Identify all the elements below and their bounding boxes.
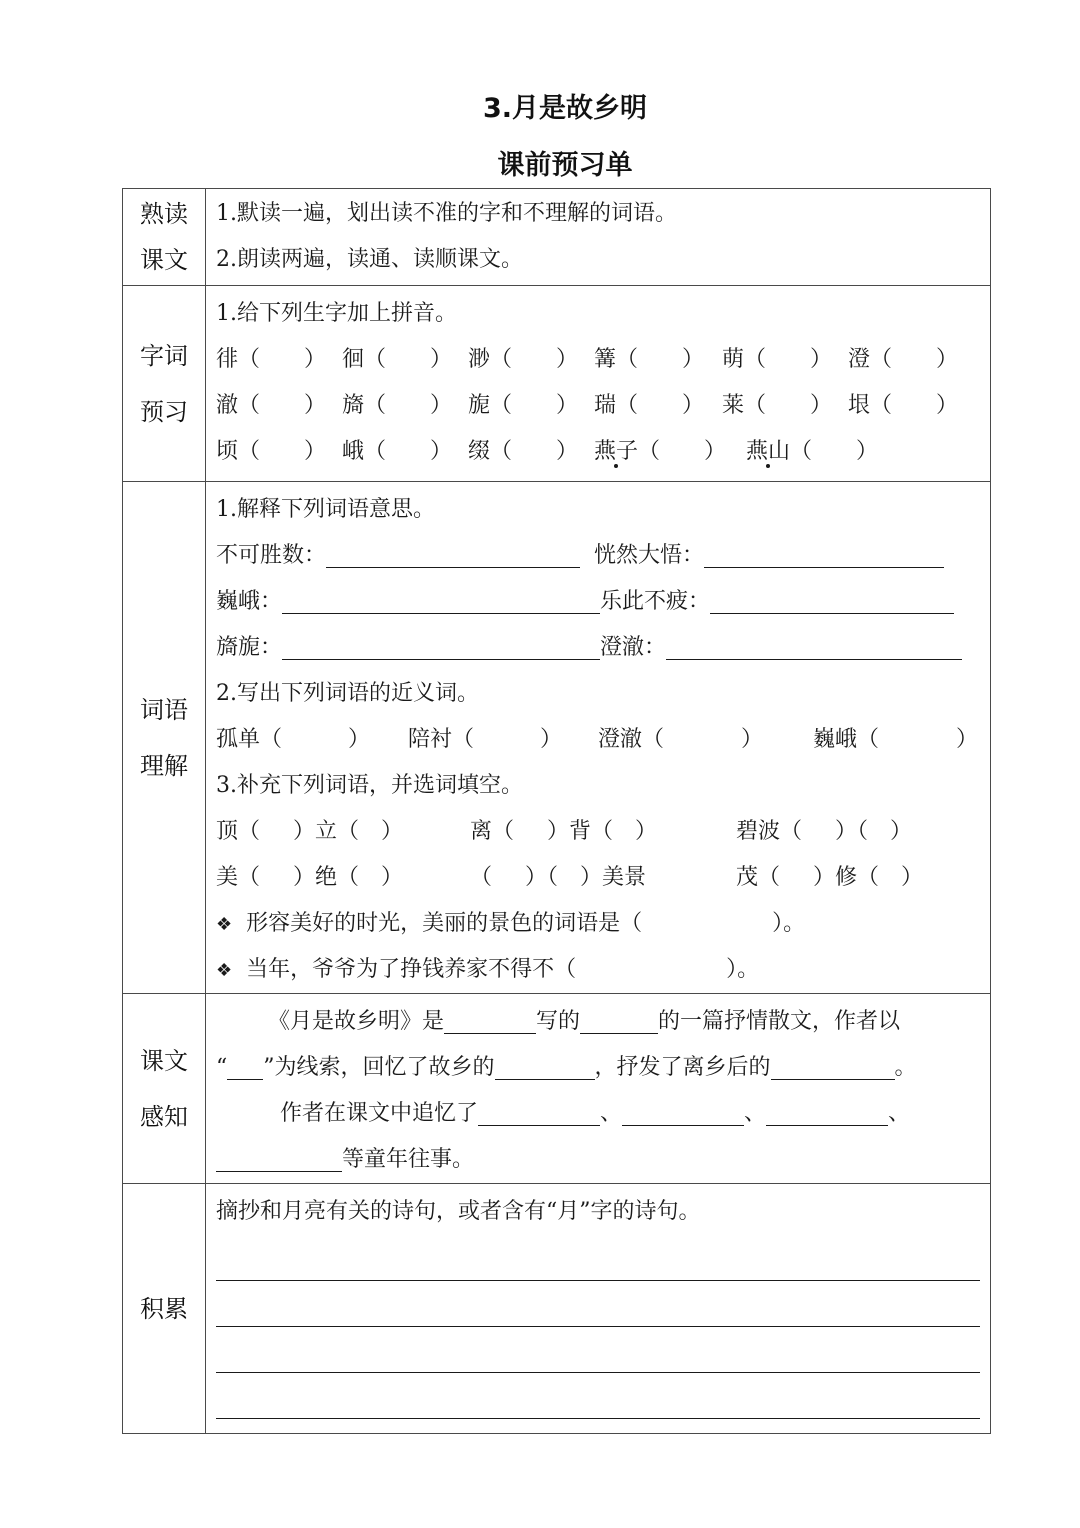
- section-label: [123, 994, 206, 1184]
- instruction-text: 2.写出下列词语的近义词。: [216, 681, 479, 706]
- instruction-text: 1.给下列生字加上拼音。: [216, 301, 457, 326]
- answer-blank[interactable]: [216, 1143, 342, 1172]
- idiom-blank[interactable]: 美（ ）绝（ ）: [216, 865, 404, 890]
- synonym-item[interactable]: 陪衬（ ）: [408, 727, 563, 752]
- summary-text: ，抒发了离乡后的: [594, 1055, 771, 1080]
- answer-blank[interactable]: [282, 585, 600, 614]
- answer-blank[interactable]: [766, 1097, 888, 1126]
- writing-line[interactable]: [216, 1327, 980, 1373]
- section-label: [123, 189, 206, 286]
- pinyin-item[interactable]: 萌（ ）: [722, 347, 833, 372]
- summary-text: “: [216, 1055, 228, 1080]
- label-line: 字词: [140, 341, 188, 370]
- pinyin-item[interactable]: 顷（ ）: [216, 439, 327, 464]
- summary-text: 写的: [536, 1009, 581, 1034]
- instruction-text: 摘抄和月亮有关的诗句，或者含有“月”字的诗句。: [216, 1199, 701, 1224]
- bullet-icon: ❖: [216, 960, 233, 981]
- writing-line[interactable]: [216, 1373, 980, 1419]
- pinyin-item[interactable]: 徘（ ）: [216, 347, 327, 372]
- idiom-blank[interactable]: 顶（ ）立（ ）: [216, 819, 404, 844]
- instruction-text: 3.补充下列词语，并选词填空。: [216, 773, 523, 798]
- idiom-fill-row: [216, 855, 982, 901]
- label-line: 词语: [140, 695, 188, 724]
- pinyin-item[interactable]: 渺（ ）: [468, 347, 579, 372]
- label-line: 感知: [140, 1102, 188, 1131]
- pinyin-item[interactable]: 旖（ ）: [342, 393, 453, 418]
- idiom-blank[interactable]: 碧波（ ）（ ）: [736, 819, 913, 844]
- pinyin-item[interactable]: 澄（ ）: [848, 347, 959, 372]
- instruction-text: 1.解释下列词语意思。: [216, 497, 435, 522]
- idiom-fill-row: [216, 809, 982, 855]
- instruction-text: 1.默读一遍，划出读不准的字和不理解的词语。: [216, 201, 677, 226]
- summary-text: 等童年往事。: [342, 1147, 475, 1172]
- pinyin-item[interactable]: 篝（ ）: [594, 347, 705, 372]
- answer-blank[interactable]: [478, 1097, 600, 1126]
- definition-row: [216, 579, 982, 625]
- pinyin-item[interactable]: 莱（ ）: [722, 393, 833, 418]
- answer-blank[interactable]: [704, 539, 944, 568]
- pinyin-item[interactable]: 澈（ ）: [216, 393, 327, 418]
- pinyin-item[interactable]: 瑞（ ）: [594, 393, 705, 418]
- bullet-icon: ❖: [216, 914, 233, 935]
- sentence-end: ）。: [772, 911, 806, 936]
- answer-blank[interactable]: [622, 1097, 744, 1126]
- term-label: 旖旎：: [216, 635, 283, 660]
- pinyin-item[interactable]: 旎（ ）: [468, 393, 579, 418]
- writing-line[interactable]: [216, 1281, 980, 1327]
- pinyin-item[interactable]: 徊（ ）: [342, 347, 453, 372]
- label-line: 理解: [140, 751, 188, 780]
- fill-sentence: [216, 947, 982, 993]
- pinyin-item[interactable]: 峨（ ）: [342, 439, 453, 464]
- pinyin-item[interactable]: 垠（ ）: [848, 393, 959, 418]
- idiom-blank[interactable]: （ ）（ ）美景: [470, 865, 647, 890]
- answer-blank[interactable]: [771, 1051, 895, 1080]
- summary-text: ”为线索，回忆了故乡的: [263, 1055, 495, 1080]
- instruction-text: 2.朗读两遍，读通、读顺课文。: [216, 247, 523, 272]
- term-label: 恍然大悟：: [594, 543, 705, 568]
- pinyin-row: [216, 337, 982, 383]
- summary-line: [216, 1045, 982, 1091]
- section-vocab: [123, 482, 991, 994]
- summary-text: 。: [894, 1055, 917, 1080]
- summary-line: [216, 1137, 982, 1183]
- pinyin-row: [216, 429, 982, 475]
- definition-row: [216, 625, 982, 671]
- section-accum: [123, 1184, 991, 1434]
- synonym-item[interactable]: 巍峨（ ）: [813, 727, 979, 752]
- summary-line: [216, 1091, 982, 1137]
- sentence-end: ）。: [726, 957, 760, 982]
- worksheet-table: [122, 188, 991, 1434]
- label-line: 课文: [140, 246, 188, 274]
- idiom-blank[interactable]: 离（ ）背（ ）: [470, 819, 658, 844]
- idiom-blank[interactable]: 茂（ ）修（ ）: [736, 865, 924, 890]
- summary-line: [216, 999, 982, 1045]
- pinyin-item[interactable]: 燕子（ ）: [594, 439, 727, 464]
- sentence-text: 形容美好的时光，美丽的景色的词语是（: [246, 911, 643, 936]
- page-title: 3.月是故乡明: [482, 93, 648, 124]
- separator: 、: [888, 1101, 911, 1126]
- section-label: [123, 286, 206, 482]
- writing-line[interactable]: [216, 1235, 980, 1281]
- answer-blank[interactable]: [444, 1005, 536, 1034]
- term-label: 澄澈：: [600, 635, 667, 660]
- answer-blank[interactable]: [495, 1051, 595, 1080]
- answer-blank[interactable]: [710, 585, 954, 614]
- section-read: [123, 189, 991, 286]
- summary-text: 作者在课文中追忆了: [280, 1101, 479, 1126]
- synonym-item[interactable]: 孤单（ ）: [216, 727, 371, 752]
- summary-text: 的一篇抒情散文，作者以: [658, 1009, 901, 1034]
- answer-blank[interactable]: [326, 539, 580, 568]
- section-percept: [123, 994, 991, 1184]
- term-label: 巍峨：: [216, 589, 283, 614]
- label-line: 课文: [140, 1046, 188, 1075]
- label-line: 积累: [140, 1294, 188, 1323]
- pinyin-row: [216, 383, 982, 429]
- answer-blank[interactable]: [580, 1005, 658, 1034]
- label-line: 预习: [140, 397, 188, 426]
- separator: 、: [744, 1101, 767, 1126]
- summary-text: 《月是故乡明》是: [268, 1009, 445, 1034]
- definition-row: [216, 533, 982, 579]
- synonym-item[interactable]: 澄澈（ ）: [598, 727, 764, 752]
- section-chars: [123, 286, 991, 482]
- answer-blank[interactable]: [227, 1051, 263, 1080]
- answer-blank[interactable]: [282, 631, 600, 660]
- page-subtitle: 课前预习单: [497, 150, 633, 181]
- sentence-text: 当年，爷爷为了挣钱养家不得不（: [246, 957, 577, 982]
- label-line: 熟读: [140, 200, 188, 228]
- term-label: 不可胜数：: [216, 543, 327, 568]
- section-label: [123, 1184, 206, 1434]
- pinyin-item[interactable]: 缀（ ）: [468, 439, 579, 464]
- section-label: [123, 482, 206, 994]
- pinyin-item[interactable]: 燕山（ ）: [746, 439, 879, 464]
- synonym-row: [216, 717, 982, 763]
- fill-sentence: [216, 901, 982, 947]
- separator: 、: [600, 1101, 623, 1126]
- term-label: 乐此不疲：: [600, 589, 711, 614]
- answer-blank[interactable]: [666, 631, 962, 660]
